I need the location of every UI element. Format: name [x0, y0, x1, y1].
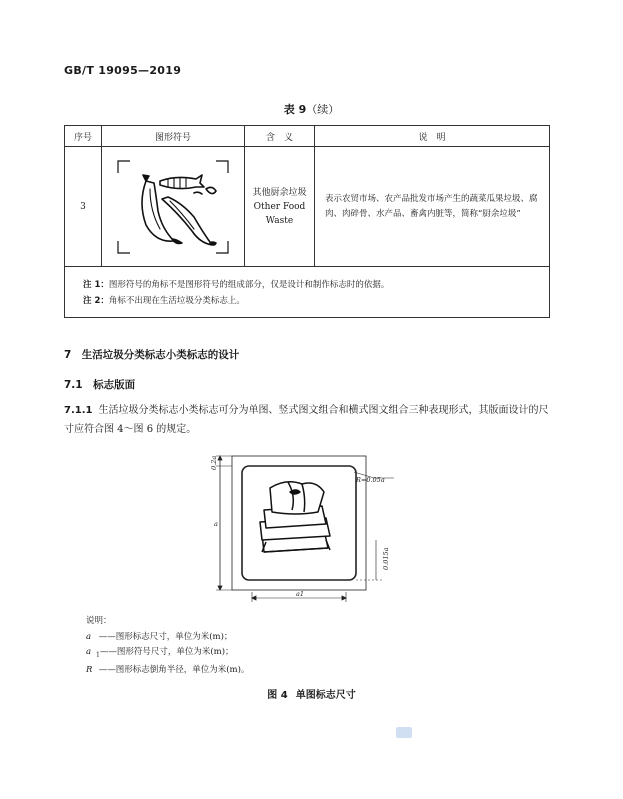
dim-a-label: a	[214, 520, 218, 528]
legend-subscript: 1	[96, 651, 100, 659]
legend-item	[86, 630, 249, 646]
symbol-table	[64, 125, 550, 318]
legend-symbol: a	[86, 631, 92, 642]
meaning-english-line1: Other Food	[253, 201, 306, 212]
figure-caption-label: 图 4	[267, 690, 288, 701]
figure-4-diagram	[206, 452, 396, 606]
food-waste-icon	[116, 159, 230, 255]
note-label: 注 1：	[83, 280, 109, 290]
meaning-english-line2: Waste	[265, 215, 294, 226]
paragraph-7-1-1	[64, 401, 552, 439]
table-notes	[65, 267, 549, 317]
row-description: 表示农贸市场、农产品批发市场产生的蔬菜瓜果垃圾、腐肉、肉碎骨、水产品、畜禽内脏等，简称“厨余垃圾”	[325, 193, 538, 219]
legend-title: 说明：	[86, 616, 112, 626]
dim-top-label: 0.2a	[210, 455, 218, 470]
row-number: 3	[65, 147, 102, 266]
dim-width-label: a1	[296, 590, 305, 598]
standard-id: GB/T 19095—2019	[64, 64, 182, 77]
section-7-heading: 7 生活垃圾分类标志小类标志的设计	[64, 349, 240, 361]
table-caption	[0, 101, 623, 117]
legend-symbol: a	[86, 647, 92, 657]
clothes-pile-icon	[260, 482, 330, 552]
legend-item	[86, 645, 249, 663]
header-description: 说 明	[418, 132, 446, 143]
header-meaning: 含 义	[245, 126, 315, 146]
legend-text: ——图形标志尺寸，单位为米(m)；	[96, 631, 233, 642]
section-7-1-heading: 7.1 标志版面	[64, 379, 136, 391]
figure-legend	[86, 614, 249, 679]
legend-symbol: R	[86, 665, 93, 676]
table-caption-suffix: （续）	[306, 103, 340, 116]
meaning-chinese: 其他厨余垃圾	[252, 187, 307, 198]
dim-bottom-label: 0.015a	[382, 547, 390, 570]
paragraph-number: 7.1.1	[64, 405, 93, 416]
row-symbol-cell	[102, 147, 245, 266]
dim-radius-label: R=0.05a	[356, 476, 385, 484]
legend-item	[86, 663, 249, 679]
legend-text: ——图形符号尺寸，单位为米(m)；	[99, 647, 234, 657]
table-caption-label: 表 9	[283, 103, 307, 116]
paragraph-text: 生活垃圾分类标志小类标志可分为单图、竖式图文组合和横式图文组合三种表现形式，其版面设计的尺寸应符合图 4～图 6 的规定。	[64, 405, 549, 435]
watermark-stamp	[396, 727, 412, 738]
note-label: 注 2：	[83, 296, 109, 306]
legend-text: ——图形标志倒角半径，单位为米(m)。	[96, 665, 250, 676]
table-row	[65, 147, 549, 267]
figure-caption-text: 单图标志尺寸	[295, 690, 356, 701]
header-symbol: 图形符号	[102, 126, 245, 146]
note-text: 角标不出现在生活垃圾分类标志上。	[108, 296, 245, 306]
note-1	[83, 277, 535, 293]
table-header-row	[65, 126, 549, 147]
note-text: 图形符号的角标不是图形符号的组成部分，仅是设计和制作标志时的依据。	[108, 280, 390, 290]
note-2	[83, 293, 535, 309]
row-meaning	[245, 147, 315, 266]
header-number: 序号	[65, 126, 102, 146]
figure-caption	[0, 686, 623, 701]
